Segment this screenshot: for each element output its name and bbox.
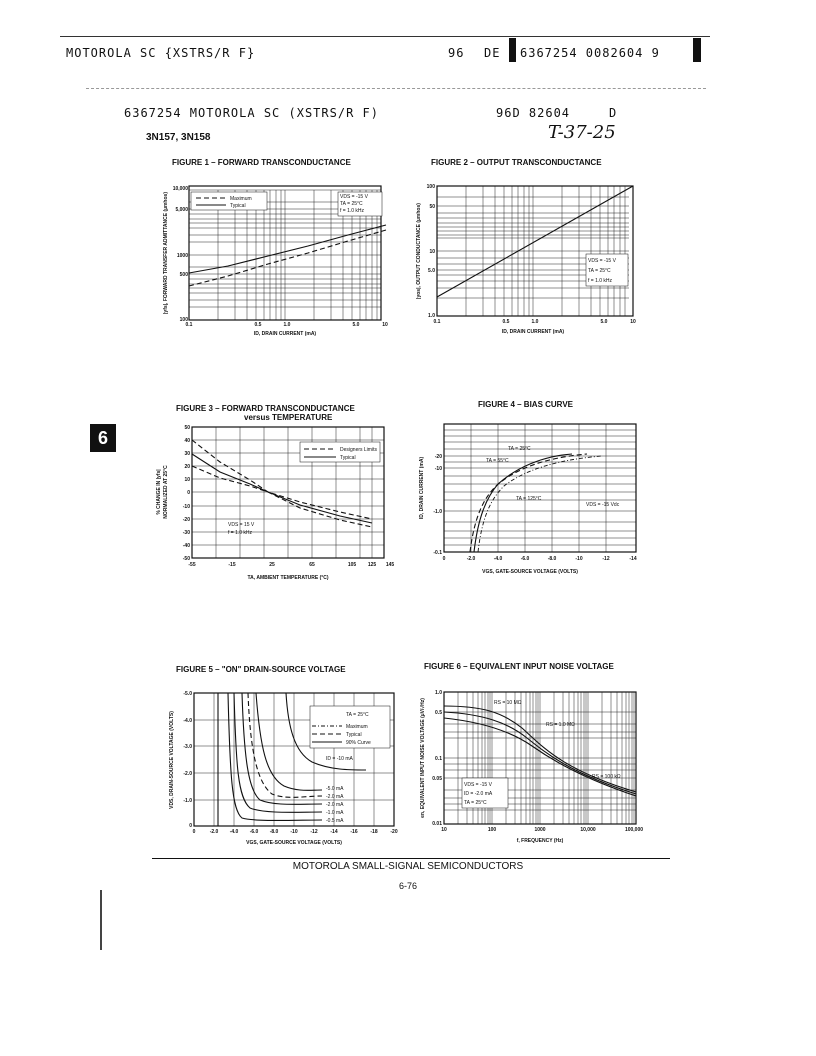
fig1-cond-vds: VDS = -15 V [340,194,368,200]
fig2-cond-ta: TA = 25°C [588,268,611,274]
fig6-cond-vds: VDS = -15 V [464,782,492,788]
fig6-ytick: 0.5 [435,710,442,716]
fig5-current-label: -1.0 mA [326,810,344,816]
fig2-ylabel: |yos|, OUTPUT CONDUCTANCE (µmhos) [416,203,422,299]
fig4-xtick: -14 [629,556,637,562]
fig4-annot-125c: TA = 125°C [516,496,542,502]
fig3-legend-limits: Designers Limits [340,447,377,453]
fig2-ytick: 50 [429,204,435,210]
fig4-chart [412,418,648,580]
fig5-xtick: -6.0 [249,829,259,835]
fig3-xlabel: TA, AMBIENT TEMPERATURE (°C) [247,575,329,581]
fig3-legend-typical: Typical [340,455,356,461]
fig5-ytick: -3.0 [183,744,192,750]
fig1-xtick: 10 [382,322,388,328]
fig3-ytick: 50 [184,425,190,431]
fig3-ytick: -50 [182,556,190,562]
fig5-current-label: -2.0 mA [326,794,344,800]
fig6-cond-ta: TA = 25°C [464,800,487,806]
fig2-grid [437,186,629,316]
fig5-current-label: -2.0 mA [326,802,344,808]
fig6-cond-id: ID = -2.0 mA [464,791,493,797]
fig3-cond-vds: VDS = 15 V [228,522,255,528]
fig5-xtick: -8.0 [269,829,279,835]
fig1-xtick: 0.5 [254,322,262,328]
fig3-xtick: 25 [269,562,275,568]
fig3-ytick: 0 [187,490,190,496]
fig1-ytick: 1000 [176,253,188,259]
fig1-curve-maximum [189,230,386,286]
section-tab-label: 6 [97,428,108,448]
fig5-xtick: -2.0 [209,829,219,835]
fig5-ytick: -4.0 [183,718,192,724]
doc-header-line: 6367254 MOTOROLA SC (XSTRS/R F) [124,106,379,120]
fig3-xtick: 145 [385,562,395,568]
fig3-cond-f: f = 1.0 kHz [228,530,253,536]
fig1-cond-f: f = 1.0 kHz [340,208,365,214]
fig1-xtick: 5.0 [352,322,360,328]
binding-edge-mark [100,890,102,950]
fig2-chart [408,178,644,340]
fig5-xlabel: VGS, GATE-SOURCE VOLTAGE (VOLTS) [246,840,342,846]
fig6-xtick: 1000 [534,827,546,833]
fig3-ytick: -20 [182,517,190,523]
fig4-ytick: -10 [434,466,442,472]
fig3-xtick: 105 [347,562,357,568]
footer-company: MOTOROLA SMALL-SIGNAL SEMICONDUCTORS [292,861,524,872]
fig6-annot-100kohm: RS = 100 kΩ [592,774,621,780]
fig3-ylabel-1: % CHANGE IN |yfs| [156,469,162,515]
fig5-xtick: -18 [370,829,378,835]
doc-header-code: 96D 82604 [496,106,571,120]
fig4-ytick: -0.1 [433,550,442,556]
fig2-xlabel: ID, DRAIN CURRENT (mA) [501,329,565,335]
fig6-xtick: 10 [441,827,447,833]
fig6-ytick: 0.1 [435,756,442,762]
doc-header-letter: D [609,106,618,120]
fig4-xtick: -8.0 [547,556,557,562]
fig4-ytick: -20 [434,454,442,460]
fig3-xtick: 65 [309,562,315,568]
fig1-legend-maximum: Maximum [230,196,252,202]
fig1-ylabel: |yfs|, FORWARD TRANSFER ADMITTANCE (µmhos) [163,192,169,314]
fig5-legend-90curve: 90% Curve [346,740,371,746]
fig6-ylabel: en, EQUIVALENT INPUT NOISE VOLTAGE (µV/√Hz) [420,698,426,818]
fig3-xtick: -15 [228,562,236,568]
fig5-ytick: -5.0 [183,691,192,697]
fig2-xtick: 0.1 [433,319,441,325]
fig1-xlabel: ID, DRAIN CURRENT (mA) [253,331,317,337]
fig2-ytick: 10 [429,249,435,255]
scan-header-left: MOTOROLA SC {XSTRS/R F} [66,46,256,60]
fig5-chart [160,686,404,850]
fig6-xlabel: f, FREQUENCY (Hz) [516,838,564,844]
fig3-ytick: -30 [182,530,190,536]
fig5-current-label: -5.0 mA [326,786,344,792]
fig3-title: FIGURE 3 – FORWARD TRANSCONDUCTANCE [176,404,355,413]
fig4-xtick: -2.0 [466,556,476,562]
fig3-xtick: 125 [367,562,377,568]
fig2-cond-f: f = 1.0 kHz [588,278,613,284]
fig3-ytick: 30 [184,451,190,457]
fig4-curve-125c [478,456,602,552]
fig4-xtick: -4.0 [493,556,503,562]
fig1-xtick: 0.1 [185,322,193,328]
fig3-chart [150,422,402,588]
fig1-title: FIGURE 1 – FORWARD TRANSCONDUCTANCE [172,158,351,167]
fig2-xtick: 10 [630,319,636,325]
fig1-curve-typical [189,225,386,273]
fig4-ylabel: ID, DRAIN CURRENT (mA) [419,456,425,520]
fig5-title: FIGURE 5 – "ON" DRAIN-SOURCE VOLTAGE [176,665,346,674]
fig5-ytick: 0 [189,823,192,829]
fig4-annot-vds: VDS = -15 Vdc [586,502,620,508]
fig3-ytick: 20 [184,464,190,470]
fig4-xlabel: VGS, GATE-SOURCE VOLTAGE (VOLTS) [482,569,578,575]
scan-bar-mark-right [693,38,701,62]
fig6-ytick: 1.0 [435,690,442,696]
footer-rule [152,858,670,859]
fig3-xtick: -55 [188,562,196,568]
fig3-ytick: -40 [182,543,190,549]
fig1-xtick: 1.0 [283,322,291,328]
fig5-xtick: 0 [192,829,196,835]
fig4-ytick: -1.0 [433,509,442,515]
fig5-cond-ta: TA = 25°C [346,712,369,718]
fig6-xtick: 100 [487,827,497,833]
fig6-xtick: 10,000 [580,827,596,833]
fig2-ytick: 100 [426,184,435,190]
fig2-xtick: 1.0 [531,319,539,325]
fig5-ytick: -1.0 [183,798,192,804]
fig5-curve-05ma [228,693,322,821]
fig2-cond-vds: VDS = -15 V [588,258,616,264]
fig6-chart [412,684,652,850]
fig4-curve-55c [470,454,587,552]
fig3-ytick: -10 [182,504,190,510]
fig2-xtick: 5.0 [600,319,608,325]
fig5-xtick: -10 [290,829,298,835]
fig5-xtick: -16 [350,829,358,835]
fig6-annot-10mohm: RS = 10 MΩ [494,700,522,706]
fig6-xtick: 100,000 [624,827,644,833]
fig5-curve-1ma [234,693,322,812]
fig1-ytick: 10,000 [172,186,188,192]
scan-bar-mark [509,38,516,62]
fig5-current-label: ID = -10 mA [326,756,353,762]
fig6-ytick: 0.05 [432,776,442,782]
scan-header-mid: 96 [448,46,465,60]
fig4-annot-55c: TA = 55°C [486,458,509,464]
fig3-ylabel-2: NORMALIZED AT 25°C [163,465,169,519]
fig5-xtick: -14 [330,829,338,835]
scan-rule [86,88,706,89]
fig5-legend-typical: Typical [346,732,362,738]
fig1-ytick: 100 [179,317,188,323]
fig5-current-label: -0.5 mA [326,818,344,824]
fig1-chart [158,178,398,340]
section-tab [90,424,116,452]
fig3-ytick: 40 [184,438,190,444]
fig1-legend-typical: Typical [230,203,246,209]
fig4-xtick: -6.0 [520,556,530,562]
fig5-xtick: -4.0 [229,829,239,835]
fig5-xtick: -12 [310,829,318,835]
fig4-xtick: -10 [575,556,583,562]
fig2-ytick: 1.0 [428,313,435,319]
fig1-ytick: 500 [179,272,188,278]
fig5-ytick: -2.0 [183,771,192,777]
fig4-xtick: 0 [442,556,446,562]
scan-top-rule [60,36,710,37]
fig1-legend-box [191,192,267,210]
fig4-annot-25c: TA = 25°C [508,446,531,452]
fig2-ytick: 5.0 [428,268,435,274]
fig6-title: FIGURE 6 – EQUIVALENT INPUT NOISE VOLTAGE [424,662,614,671]
fig5-legend-maximum: Maximum [346,724,368,730]
scan-header-de: DE [484,46,501,60]
fig5-xtick: -20 [390,829,398,835]
fig6-ytick: 0.01 [432,821,442,827]
fig3-ytick: 10 [184,477,190,483]
fig6-annot-1mohm: RS = 1.0 MΩ [546,722,575,728]
handwritten-code: T-37-25 [548,122,616,143]
fig1-ytick: 5,000 [175,207,188,213]
fig5-ylabel: VDS, DRAIN-SOURCE VOLTAGE (VOLTS) [169,711,175,809]
fig4-title: FIGURE 4 – BIAS CURVE [478,400,573,409]
fig3-subtitle: versus TEMPERATURE [244,413,333,422]
fig2-title: FIGURE 2 – OUTPUT TRANSCONDUCTANCE [431,158,602,167]
fig2-xtick: 0.5 [502,319,510,325]
scan-header-numbers: 6367254 0082604 9 [520,46,660,60]
fig1-cond-ta: TA = 25°C [340,201,363,207]
part-numbers: 3N157, 3N158 [146,132,211,143]
footer-page: 6-76 [398,881,417,891]
fig4-xtick: -12 [602,556,610,562]
